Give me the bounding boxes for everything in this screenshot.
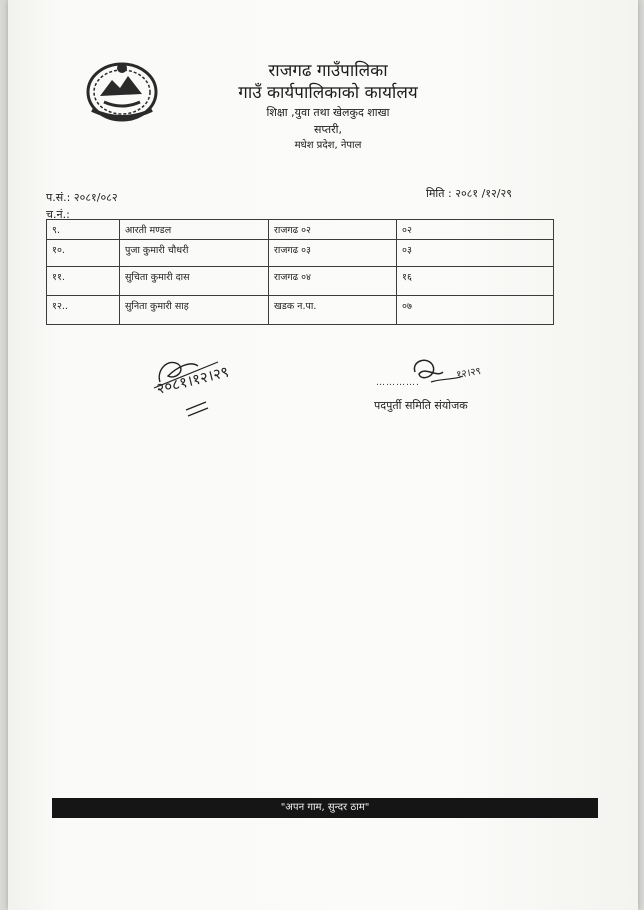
code-cell: ०७ (397, 296, 554, 325)
signature-date: १२।२९ (455, 365, 482, 381)
code-cell: ०३ (397, 240, 554, 267)
code-cell: ०२ (397, 220, 554, 240)
name-cell: सुनिता कुमारी साह (120, 296, 269, 325)
serial-cell: १०. (47, 240, 120, 267)
table-row (47, 240, 554, 267)
address-cell: खडक न.पा. (269, 296, 397, 325)
table-row (47, 296, 554, 325)
serial-cell: १२.. (47, 296, 120, 325)
office-name: गाउँ कार्यपालिकाको कार्यालय (238, 83, 418, 103)
code-cell: १६ (397, 267, 554, 296)
name-cell: सुचिता कुमारी दास (120, 267, 269, 296)
nepal-emblem-icon (82, 58, 162, 124)
letter-date: मिति : २०८१ /१२/२९ (426, 187, 512, 200)
table-row (47, 220, 554, 240)
serial-cell: ९. (47, 220, 120, 240)
footer-slogan: "अपन गाम, सुन्दर ठाम" (280, 802, 370, 813)
municipality-name: राजगढ गाउँपालिका (268, 61, 388, 81)
address-cell: राजगढ ०३ (269, 240, 397, 267)
signature-line: …………. (376, 378, 420, 388)
name-cell: आरती मण्डल (120, 220, 269, 240)
province-country: मधेश प्रदेश, नेपाल (294, 140, 362, 151)
footer-slogan-bar (52, 798, 598, 818)
handwritten-signature-left (146, 344, 276, 430)
handwritten-signature-right (403, 352, 503, 402)
signatory-designation: पदपुर्ती समिति संयोजक (374, 399, 468, 412)
handwritten-date: २०८१।१२।२९ (154, 362, 231, 398)
letter-page (8, 0, 638, 910)
table-row (47, 267, 554, 296)
candidate-table (46, 219, 554, 325)
address-cell: राजगढ ०४ (269, 267, 397, 296)
serial-cell: ११. (47, 267, 120, 296)
dispatch-number: च.नं.: (46, 208, 70, 221)
address-cell: राजगढ ०२ (269, 220, 397, 240)
name-cell: पुजा कुमारी चौधरी (120, 240, 269, 267)
district-name: सप्तरी, (314, 123, 342, 136)
office-header (168, 60, 488, 154)
section-name: शिक्षा ,युवा तथा खेलकुद शाखा (266, 106, 390, 119)
reference-number: प.सं.: २०८१/०८२ (46, 191, 118, 204)
